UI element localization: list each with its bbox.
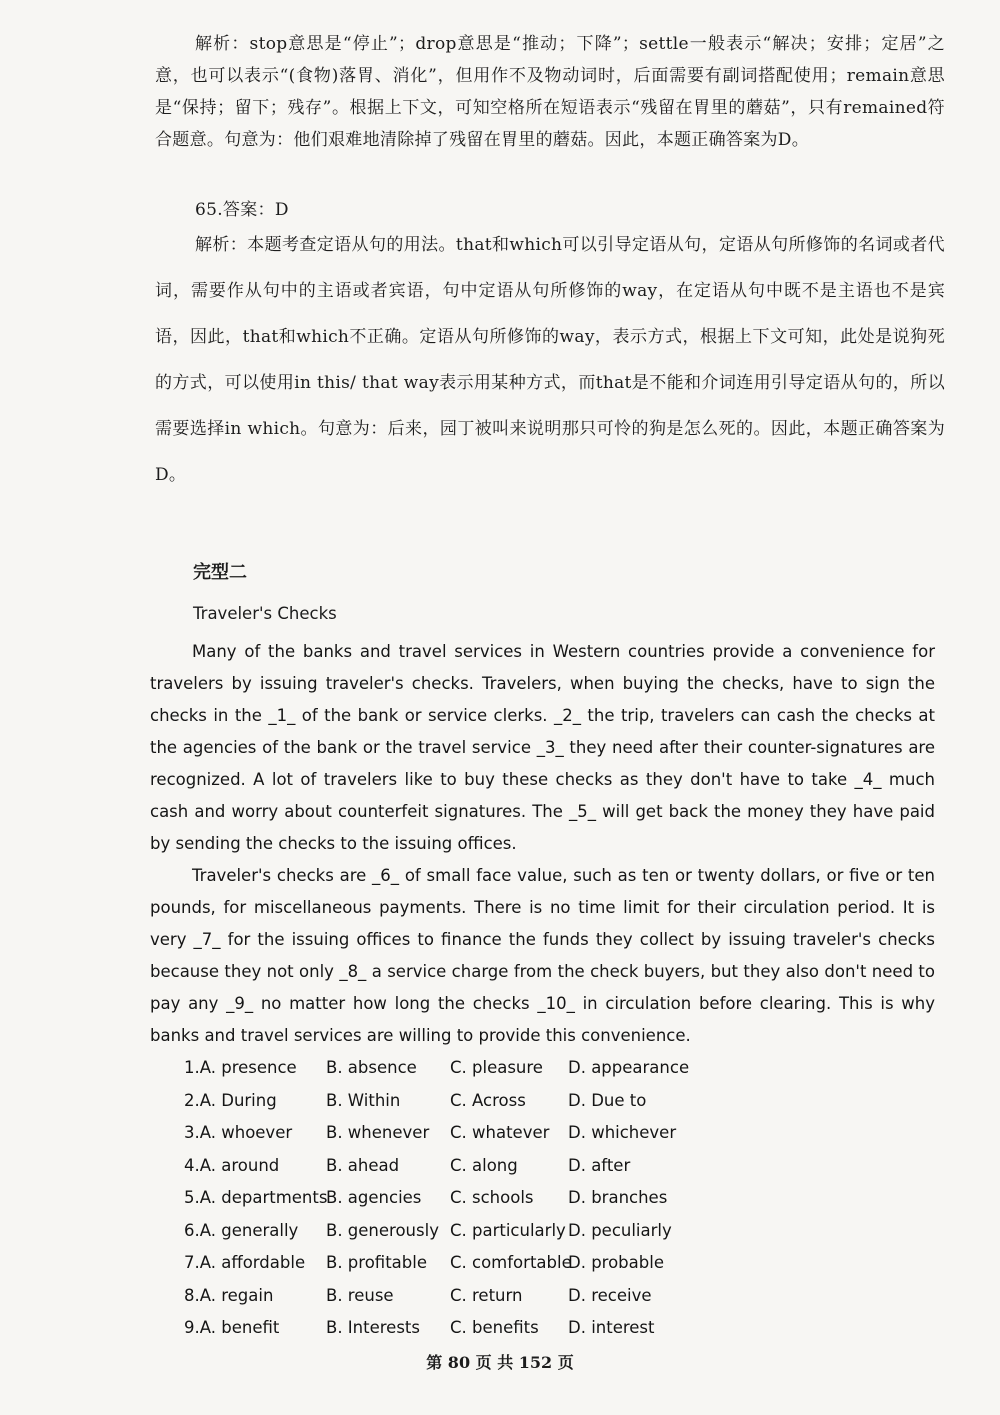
question-row [184,1215,824,1248]
answer-65-label: 65.答案：D [195,200,289,220]
option-b: B. ahead [326,1155,400,1175]
option-c: C. along [450,1155,518,1175]
option-c: C. schools [450,1188,534,1207]
question-row [184,1182,824,1215]
explanation-65-text: 解析：本题考查定语从句的用法。that和which可以引导定语从句，定语从句所修饰的名词或者代词，需要作从句中的主语或者宾语，句中定语从句所修饰的way，在定语从句中既不是主语也不是宾语，因此，that和which不正确。定语从句所修饰的way，表示方式，根据上下文可知，此处是说狗死的方式，可以使用in this/ that way表示用某种方式，而that是不能和介词连用引导定语从句的，所以需要选择in which。句意为：后来，园丁被叫来说明那只可怜的狗是怎么死的。因此，本题正确答案为D。 [155,235,945,485]
option-d: D. branches [568,1188,668,1207]
option-b: B. profitable [326,1253,427,1272]
option-d: D. after [568,1155,631,1175]
option-d: D. receive [568,1285,652,1305]
option-d: D. whichever [568,1123,677,1142]
option-d: D. interest [568,1318,655,1337]
passage-paragraph-2 [150,860,935,1052]
question-number: 4. [184,1155,200,1175]
option-b: B. Interests [326,1318,420,1337]
option-a: 7.A. affordable [184,1253,306,1272]
question-number: 1. [184,1058,200,1077]
page-footer: 第 80 页 共 152 页 [426,1353,574,1372]
option-c: C. Across [450,1090,526,1110]
question-number: 8. [184,1285,200,1305]
option-a: 1.A. presence [184,1058,297,1077]
explanation-64 [155,28,945,156]
option-a: 3.A. whoever [184,1123,293,1142]
question-row [184,1085,824,1118]
question-number: 3. [184,1123,200,1142]
option-a: 5.A. departments [184,1188,328,1207]
option-d: D. peculiarly [568,1220,672,1240]
option-b: B. whenever [326,1123,430,1142]
passage-title: Traveler's Checks [193,604,337,623]
explanation-64-text: 解析：stop意思是“停止”；drop意思是“推动；下降”；settle一般表示“解决；安排；定居”之意，也可以表示“(食物)落胃、消化”，但用作不及物动词时，后面需要有副词搭配使用；remain意思是“保持；留下；残存”。根据上下文，可知空格所在短语表示“残留在胃里的蘑菇”，只有remained符合题意。句意为：他们艰难地清除掉了残留在胃里的蘑菇。因此，本题正确答案为D。 [155,34,945,150]
question-row [184,1312,824,1345]
option-b: B. agencies [326,1188,422,1207]
option-c: C. benefits [450,1318,539,1337]
question-row [184,1052,824,1085]
option-c: C. particularly [450,1220,566,1240]
question-row [184,1150,824,1183]
option-c: C. whatever [450,1123,550,1142]
option-c: C. comfortable [450,1253,572,1272]
option-d: D. Due to [568,1090,647,1110]
explanation-65 [155,222,945,498]
option-b: B. generously [326,1220,439,1240]
option-a: 9.A. benefit [184,1318,280,1337]
option-d: D. appearance [568,1058,690,1077]
option-a: 6.A. generally [184,1220,299,1240]
question-options [184,1052,824,1345]
option-a: 2.A. During [184,1090,277,1110]
question-row [184,1117,824,1150]
section-title: 完型二 [193,562,247,583]
option-c: C. pleasure [450,1058,543,1077]
option-d: D. probable [568,1253,664,1272]
question-row [184,1280,824,1313]
paragraph-text: Traveler's checks are _6_ of small face value, such as ten or twenty dollars, or five or ten pounds, for miscellaneous payments. There is no time limit for their circulation period. It is very _7_ for the issuing offices to finance the funds they collect by issuing traveler's checks because they not only _8_ a service charge from the check buyers, but they also don't need to pay any _9_ no matter how long the checks _10_ in circulation before clearing. This is why banks and travel services are willing to provide this convenience. [150,866,935,1045]
option-c: C. return [450,1285,523,1305]
option-b: B. absence [326,1058,417,1077]
question-row [184,1247,824,1280]
option-a: 4.A. around [184,1155,280,1175]
option-a: 8.A. regain [184,1285,274,1305]
question-number: 2. [184,1090,200,1110]
option-b: B. Within [326,1090,401,1110]
question-number: 5. [184,1188,200,1207]
question-number: 6. [184,1220,200,1240]
passage-paragraph-1 [150,636,935,860]
question-number: 7. [184,1253,200,1272]
option-b: B. reuse [326,1285,394,1305]
paragraph-text: Many of the banks and travel services in Western countries provide a convenience for travelers by issuing traveler's checks. Travelers, when buying the checks, have to sign the checks in the _1_ of the bank or service clerks. _2_ the trip, travelers can cash the checks at the agencies of the bank or the travel service _3_ they need after their counter-signatures are recognized. A lot of travelers like to buy these checks as they don't have to take _4_ much cash and worry about counterfeit signatures. The _5_ will get back the money they have paid by sending the checks to the issuing offices. [150,642,935,853]
question-number: 9. [184,1318,200,1337]
